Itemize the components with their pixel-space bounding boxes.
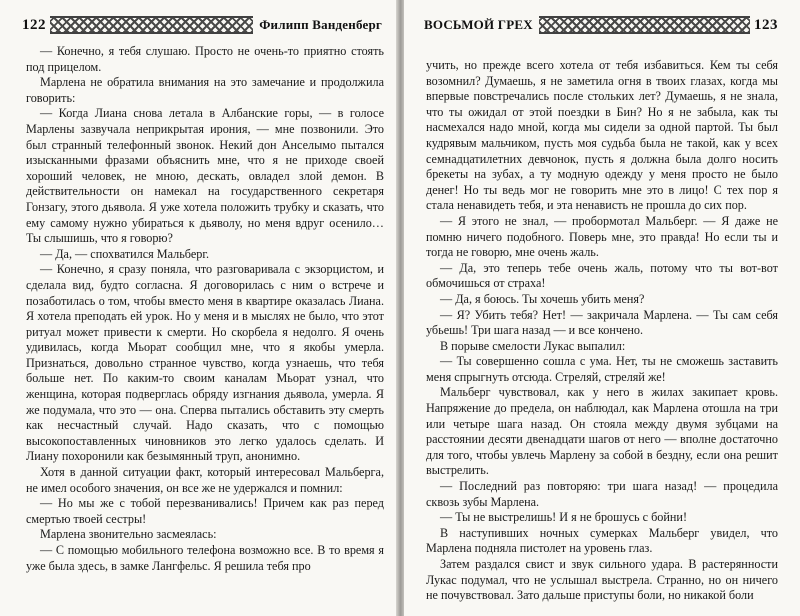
paragraph: Затем раздался свист и звук сильного удара. В растерянности Лукас подумал, что не услышал выстрела. Странно, но он ничего не почувствовал. Зато дальше приступы боли, но никакой боли [426, 557, 778, 603]
left-page-header [18, 14, 388, 36]
paragraph: — Я этого не знал, — пробормотал Мальберг. — Я даже не помню ничего подобного. Поверь мне, это правда! Но если ты и тогда не говорю, мне очень жаль. [426, 213, 778, 260]
header-ornament [50, 16, 253, 34]
paragraph: — Но мы же с тобой перезванивались! Причем как раз перед смертью твоей сестры! [26, 496, 384, 526]
paragraph: Марлена не обратила внимания на это замечание и продолжила говорить: [26, 75, 384, 105]
right-page-text [426, 58, 778, 604]
paragraph: — Да, это теперь тебе очень жаль, потому что ты вот-вот обмочишься от страха! [426, 260, 778, 291]
paragraph: учить, но прежде всего хотела от тебя избавиться. Кем ты себя возомнил? Думаешь, я не заметила огня в твоих глазах, когда мы впервые повстречались после стольких лет? Думаешь, я не знала, что ты ожидал от этой поездки в Бин? Но я не забыла, как ты насмехался надо мной, когда мы сидели за одной партой. Ты был кудрявым мальчиком, пусть моя судьба была не такой, как у всех семнадцатилетних девчонок, пусть я должна была долго носить брекеты на зубах, а ту модную одежду у меня просто не было денег! Но ты ведь мог не говорить мне это в лицо! С тех пор я стала ненавидеть тебя, и эта ненависть не прошла до сих пор. [426, 58, 778, 213]
paragraph: — Ты не выстрелишь! И я не брошусь с бойни! [440, 510, 688, 525]
paragraph: — Я? Убить тебя? Нет! — закричала Марлена. — Ты сам себя убьешь! Три шага назад — и все кончено. [426, 307, 778, 338]
paragraph: В наступивших ночных сумерках Мальберг увидел, что Марлена подняла пистолет на уровень глаз. [426, 525, 778, 556]
paragraph: — Да, я боюсь. Ты хочешь убить меня? [440, 291, 645, 306]
paragraph: — Да, — спохватился Мальберг. [40, 246, 209, 261]
paragraph: — Конечно, я сразу поняла, что разговаривала с экзорцистом, и сделала вид, будто согласна. Я договорилась с ним о встрече и позаботилась о том, чтобы вместо меня в квартире оказалась Лиана. Я хотела преподать ей урок. Но у меня и в мыслях не было, что этот ритуал может привести к смерти. Но скорбела я недолго. Я очень удивилась, когда Мьорат сообщил мне, что я якобы умерла. Признаться, довольно странное чувство, когда узнаешь, что тебя больше нет. По каким-то своим каналам Мьорат узнал, что женщина, которая подверглась обряду изгнания дьявола, умерла. Я же подумала, что это — она. Сперва пытались обставить эту смерть как несчастный случай. Надо сказать, что с помощью высокопоставленных чиновников это легко удалось сделать. И Лиану похоронили как безымянный труп, анонимно. [26, 262, 384, 464]
right-page [404, 0, 800, 616]
right-page-number: 123 [754, 16, 778, 33]
paragraph: — Конечно, я тебя слушаю. Просто не очень-то приятно стоять под прицелом. [26, 44, 384, 74]
paragraph: — Ты совершенно сошла с ума. Нет, ты не сможешь заставить меня спрыгнуть отсюда. Стреляй, стреляй же! [426, 354, 778, 384]
paragraph: В порыве смелости Лукас выпалил: [440, 338, 626, 353]
paragraph: Марлена звонительно засмеялась: [40, 527, 217, 542]
right-page-header [418, 14, 782, 36]
paragraph: Хотя в данной ситуации факт, который интересовал Мальберга, не имел особого значения, он все же не удержался и помнил: [26, 465, 384, 495]
paragraph: Мальберг чувствовал, как у него в жилах закипает кровь. Напряжение до предела, он наблюдал, как Марлена отошла на три или четыре шага назад. Он стояла между двумя зубцами на расстоянии десяти двенадцати шагов от него — вполне достаточно для того, чтобы увлечь Марлену за собой в бездну, если она решит выстрелить. [426, 385, 778, 478]
paragraph: — С помощью мобильного телефона возможно все. В то время я уже была здесь, в замке Лангфельс. Я решила тебя про [26, 543, 384, 573]
paragraph: — Когда Лиана снова летала в Албанские горы, — в голосе Марлены зазвучала неприкрытая ирония, — мне позвонили. Это был странный телефонный звонок. Некий дон Анселымо пытался изысканными фразами объяснить мне, что я не приходе своей хороший человек, не мною, дескать, овладел злой демон. В действительности он намекал на государственного секретаря Гонзагу, этого дьявола. Я уже хотела положить трубку и сказать, что ему самому нужно убираться к дьяволу, но меня вдруг осенило… Ты слышишь, что я говорю? [26, 106, 384, 246]
paragraph: — Последний раз повторяю: три шага назад! — процедила сквозь зубы Марлена. [426, 479, 778, 509]
right-running-head: ВОСЬМОЙ ГРЕХ [424, 17, 533, 32]
left-page-number: 122 [22, 16, 46, 33]
left-page [0, 0, 398, 616]
left-page-text [26, 44, 384, 574]
left-running-head: Филипп Ванденберг [259, 17, 382, 32]
header-ornament [539, 16, 750, 34]
